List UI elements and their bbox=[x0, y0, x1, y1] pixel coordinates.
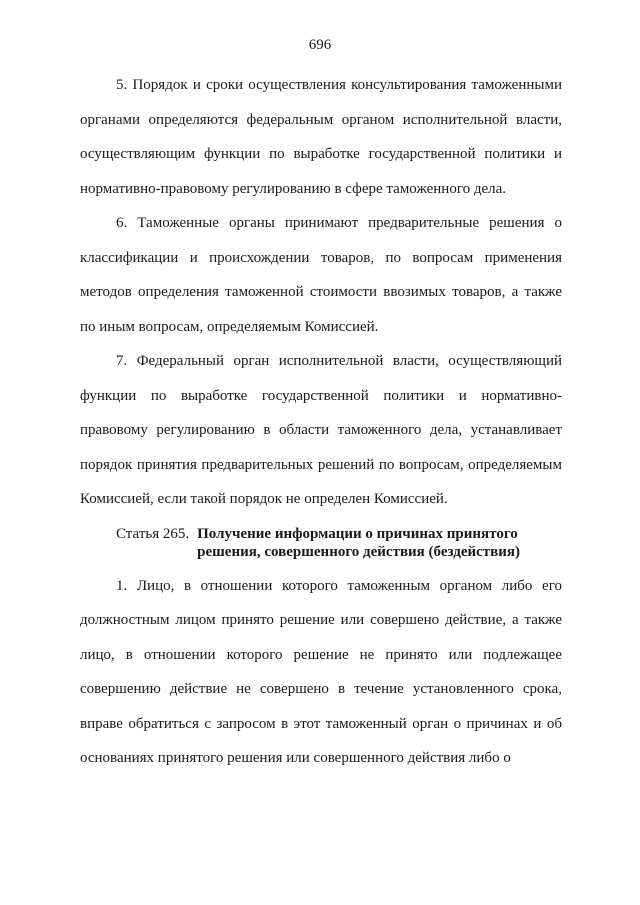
article-paragraph-1: 1. Лицо, в отношении которого таможенным органом либо его должностным лицом принято решение или совершено действие, а также лицо, в отношении которого решение не принято или подлежащее совершению действие не совершено в течение установленного срока, вправе обратиться с запросом в этот таможенный орган о причинах и об основаниях принятого решения или совершенного действия либо о bbox=[80, 577, 562, 766]
article-heading bbox=[80, 525, 562, 561]
article-number: Статья 265. bbox=[116, 525, 190, 542]
article-title: Получение информации о причинах принятого решения, совершенного действия (бездействия) bbox=[197, 525, 521, 560]
page-number: 696 bbox=[308, 37, 332, 53]
paragraph-6: 6. Таможенные органы принимают предварительные решения о классификации и происхождении товаров, по вопросам применения методов определения таможенной стоимости ввозимых товаров, а также по иным вопросам, определяемым Комиссией. bbox=[80, 215, 562, 335]
paragraph-5: 5. Порядок и сроки осуществления консультирования таможенными органами определяются федеральным органом исполнительной власти, осуществляющим функции по выработке государственной политики и нормативно-правовому регулированию в сфере таможенного дела. bbox=[80, 77, 562, 197]
paragraph-7: 7. Федеральный орган исполнительной власти, осуществляющий функции по выработке государственной политики и нормативно-правовому регулированию в области таможенного дела, устанавливает порядок принятия предварительных решений по вопросам, определяемым Комиссией, если такой порядок не определен Комиссией. bbox=[80, 353, 562, 507]
document-body bbox=[80, 68, 562, 776]
